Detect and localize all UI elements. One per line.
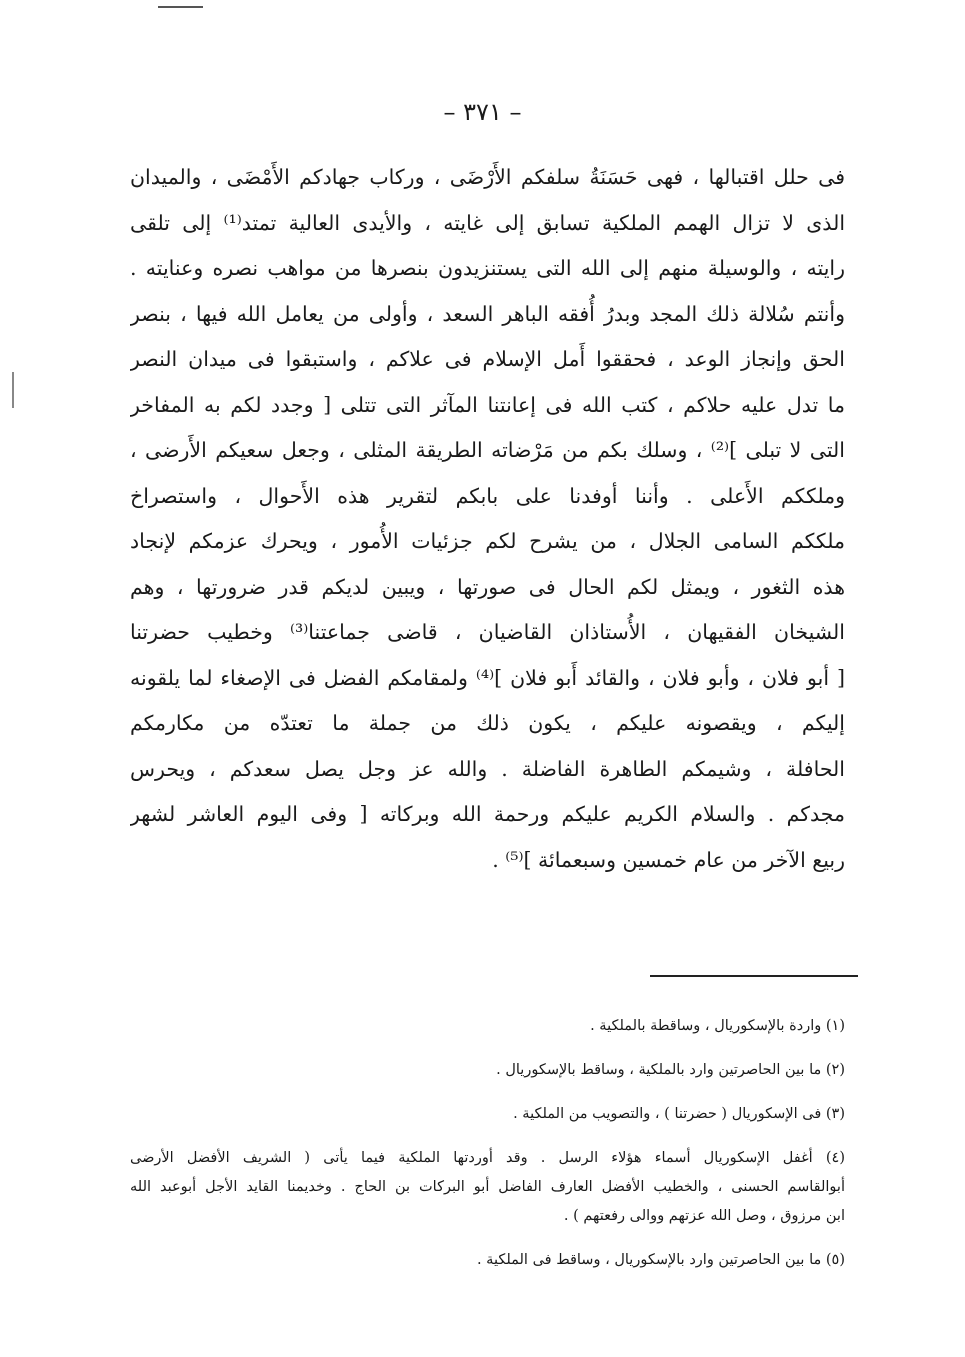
body-line: وملككم الأَعلى . وأننا أوفدنا على بابكم لتقرير هذه الأَحوال ، واستصراخ — [130, 483, 845, 508]
body-line-last: ربيع الآخر من عام خمسين وسبعمائة ]⁽⁵⁾ . — [492, 847, 845, 872]
body-line: الحافلة ، وشيمكم الطاهرة الفاضلة . والله عز وجل يصل سعدكم ، ويحرس — [130, 756, 845, 781]
body-text — [130, 155, 845, 883]
footnote-separator — [650, 975, 858, 977]
margin-mark — [12, 372, 14, 408]
body-line: [ أبو فلان ، وأبو فلان ، والقائد أَبو فلان ]⁽⁴⁾ ولمقامكم الفضل فى الإصغاء لما يلقونه — [130, 665, 845, 690]
body-line: هذه الثغور ، ويمثل لكم الحال فى صورتها ، ويبين لديكم قدر ضرورتها ، وهم — [130, 574, 845, 599]
footnote-line: (٢) ما بين الحاصرتين وارد بالملكية ، وساقط بالإسكوريال . — [496, 1062, 845, 1078]
footnotes — [130, 1012, 845, 1290]
top-edge-rule — [158, 6, 203, 8]
body-line: إليكم ، ويقصونه عليكم ، يكون ذلك من جملة ما تعتدّه من مكارمكم — [130, 711, 845, 735]
footnote-4 — [130, 1144, 845, 1231]
footnote-line: (٥) ما بين الحاصرتين وارد بالإسكوريال ، وساقط فى الملكية . — [476, 1252, 845, 1268]
body-line: مجدكم . والسلام الكريم عليكم ورحمة الله وبركاته [ وفى اليوم العاشر لشهر — [130, 802, 845, 826]
body-line: الشيخان الفقيهان ، الأُستاذان القاضيان ، قاضى جماعتنا⁽³⁾ وخطيب حضرتنا — [130, 620, 845, 644]
footnote-line: (٣) فى الإسكوريال ( حضرتنا ) ، والتصويب من الملكية . — [513, 1106, 845, 1122]
footnote-line: (١) واردة بالإسكوريال ، وساقطة بالملكية . — [590, 1018, 845, 1034]
footnote-line: ابن مرزوق ، وصل الله عزتهم ووالى رفعتهم ) . — [563, 1208, 845, 1224]
footnote-line: أبوالقاسم الحسنى ، والخطيب الأفضل العارف الفاضل أبو البركات بن الحاج . وخديمنا القايد الأجل أبوعبد الله — [130, 1179, 845, 1195]
footnote-3 — [130, 1100, 845, 1129]
footnote-line: (٤) أغفل الإسكوريال أسماء هؤلاء الرسل . وقد أوردتها الملكية فيما يأتى ( الشريف الأفضل الأرضى — [130, 1150, 845, 1166]
footnote-5 — [130, 1246, 845, 1275]
body-line: التى لا تبلى ]⁽²⁾ ، وسلك بكم من مَرْضاته الطريقة المثلى ، وجعل سعيكم الأَرضى ، — [130, 438, 845, 462]
body-line: وأنتم سُلالة ذلك المجد وبدرُ أُفقه الباهر السعد ، وأولى من يعامل الله فيها ، بنصر — [130, 301, 845, 326]
body-line: رايته ، والوسيلة منهم إلى الله التى يستنزيدون بنصرها من مواهب نصره وعنايته . — [130, 256, 845, 280]
page-number: – ٣٧١ – — [443, 98, 522, 126]
footnote-1 — [130, 1012, 845, 1041]
body-line: ما تدل عليه حلاكم ، كتب الله فى إعانتنا المآثر التى تتلى [ وجدد لكم به المفاخر — [130, 392, 845, 417]
body-line: الذى لا تزال الهمم الملكية تسابق إلى غايته ، والأيدى العالية تمتد⁽¹⁾ إلى تلقى — [130, 210, 845, 235]
body-line: الحق وإنجاز الوعد ، فحققوا أَمل الإسلام فى علاكم ، واستبقوا فى ميدان النصر — [130, 347, 845, 371]
body-line: فى حلل اقتبالها ، فهى حَسَنَةُ سلفكم الأَرْضَى ، وركاب جهادكم الأَمْضَى ، والميدان — [130, 165, 845, 189]
body-line: ملككم السامى الجلال ، من يشرح لكم جزئيات الأُمور ، ويحرك عزمكم لإنجاد — [130, 529, 845, 553]
footnote-2 — [130, 1056, 845, 1085]
